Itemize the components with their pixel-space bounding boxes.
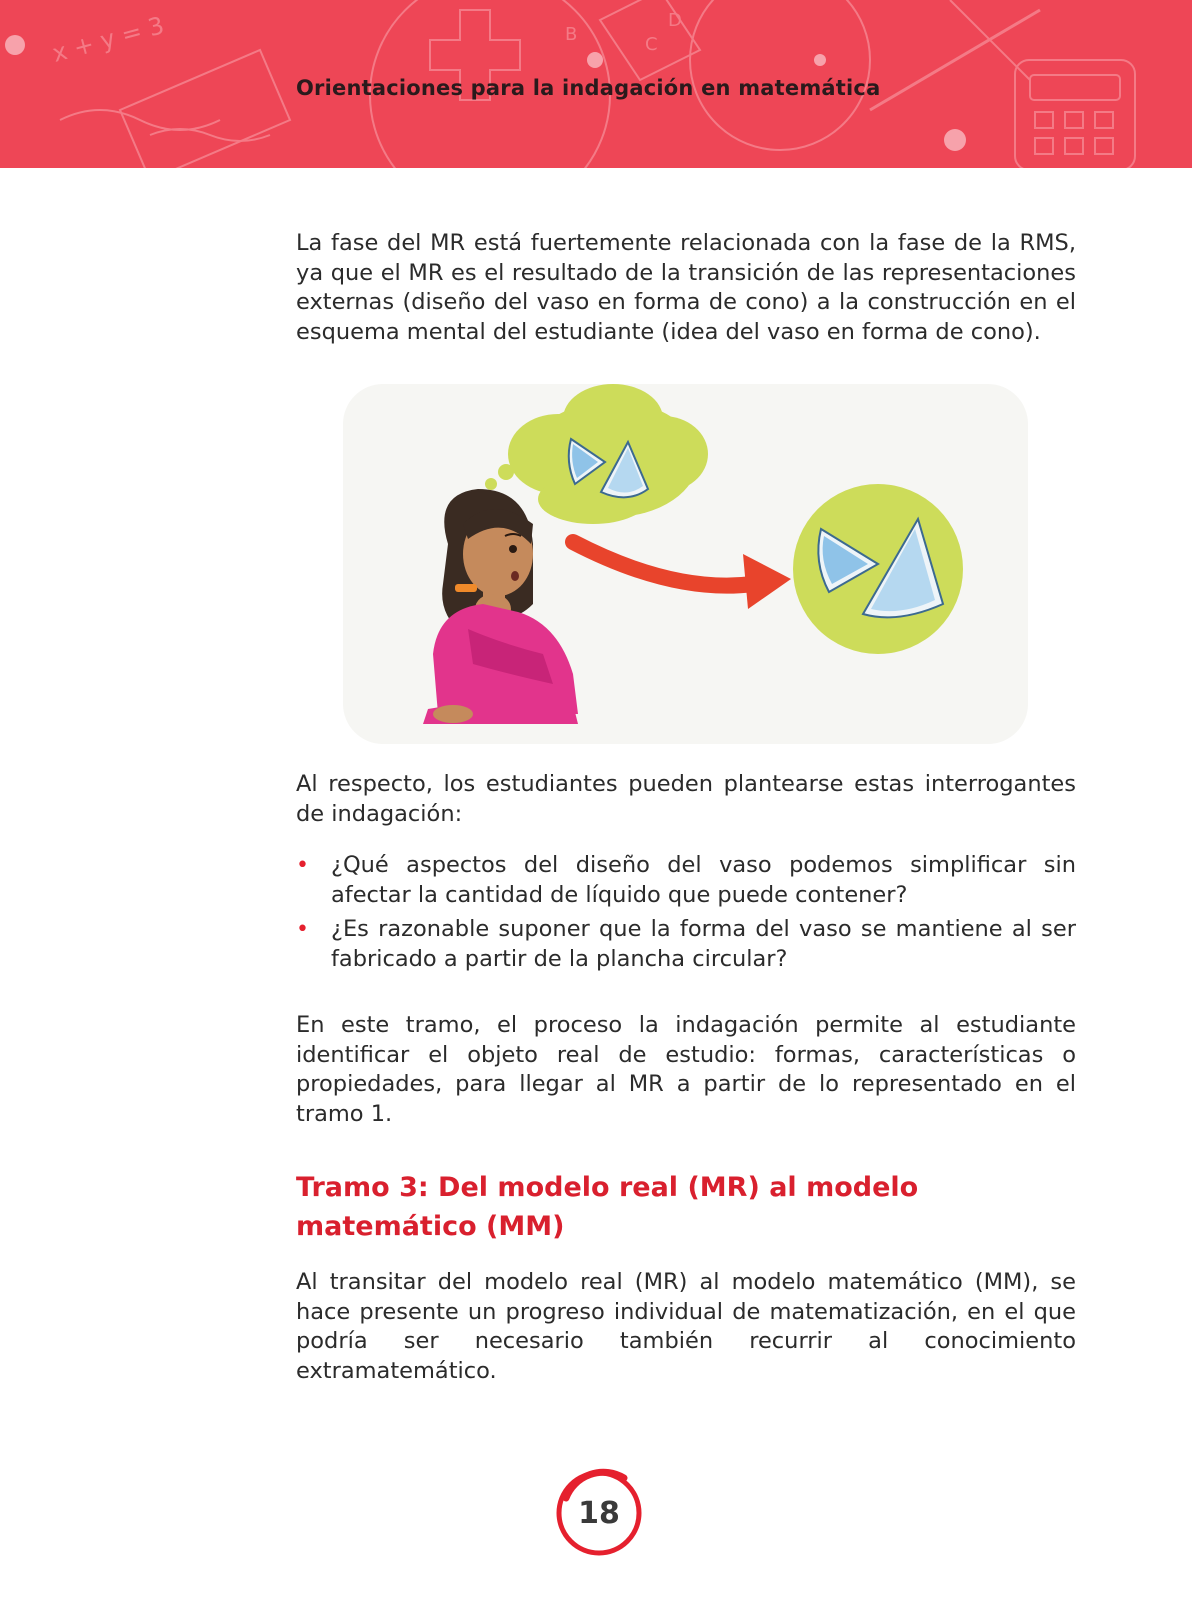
- paragraph-tramo-summary: [296, 1011, 1076, 1129]
- page-number-badge: [554, 1468, 644, 1558]
- paragraph-intro: [296, 229, 1076, 347]
- bullet-icon: •: [296, 853, 309, 878]
- section-title: Tramo 3: Del modelo real (MR) al modelo matemático (MM): [296, 1172, 919, 1242]
- svg-text:B: B: [565, 24, 578, 45]
- paragraph-questions-intro: [296, 770, 1076, 829]
- inquiry-questions-list: [296, 851, 1076, 979]
- bullet-icon: •: [296, 917, 309, 942]
- paragraph-text: Al respecto, los estudiantes pueden plantearse estas interrogantes de indagación:: [296, 771, 1076, 827]
- paragraph-tramo3: [296, 1268, 1076, 1386]
- svg-text:C: C: [645, 34, 658, 55]
- paragraph-text: En este tramo, el proceso la indagación permite al estudiante identificar el objeto real de estudio: formas, características o propiedades, para llegar al MR a partir de lo representado en el tramo 1.: [296, 1012, 1076, 1127]
- svg-text:D: D: [668, 10, 682, 31]
- list-item: [296, 915, 1076, 974]
- list-item-text: ¿Es razonable suponer que la forma del vaso se mantiene al ser fabricado a partir de la plancha circular?: [331, 916, 1076, 972]
- svg-text:x + y = 3: x + y = 3: [49, 11, 168, 68]
- paragraph-text: La fase del MR está fuertemente relacionada con la fase de la RMS, ya que el MR es el resultado de la transición de las representaciones externas (diseño del vaso en forma de cono) a la construcción en el esquema mental del estudiante (idea del vaso en forma de cono).: [296, 230, 1076, 345]
- header-title: Orientaciones para la indagación en matemática: [296, 76, 881, 100]
- list-item-text: ¿Qué aspectos del diseño del vaso podemos simplificar sin afectar la cantidad de líquido que puede contener?: [331, 852, 1076, 908]
- illustration-girl-thinking-cone: [343, 384, 1028, 744]
- paragraph-text: Al transitar del modelo real (MR) al modelo matemático (MM), se hace presente un progreso individual de matematización, en el que podría ser necesario también recurrir al conocimiento extramatemático.: [296, 1269, 1076, 1384]
- list-item: [296, 851, 1076, 910]
- page-number: 18: [578, 1495, 620, 1531]
- page-header: [0, 0, 1192, 168]
